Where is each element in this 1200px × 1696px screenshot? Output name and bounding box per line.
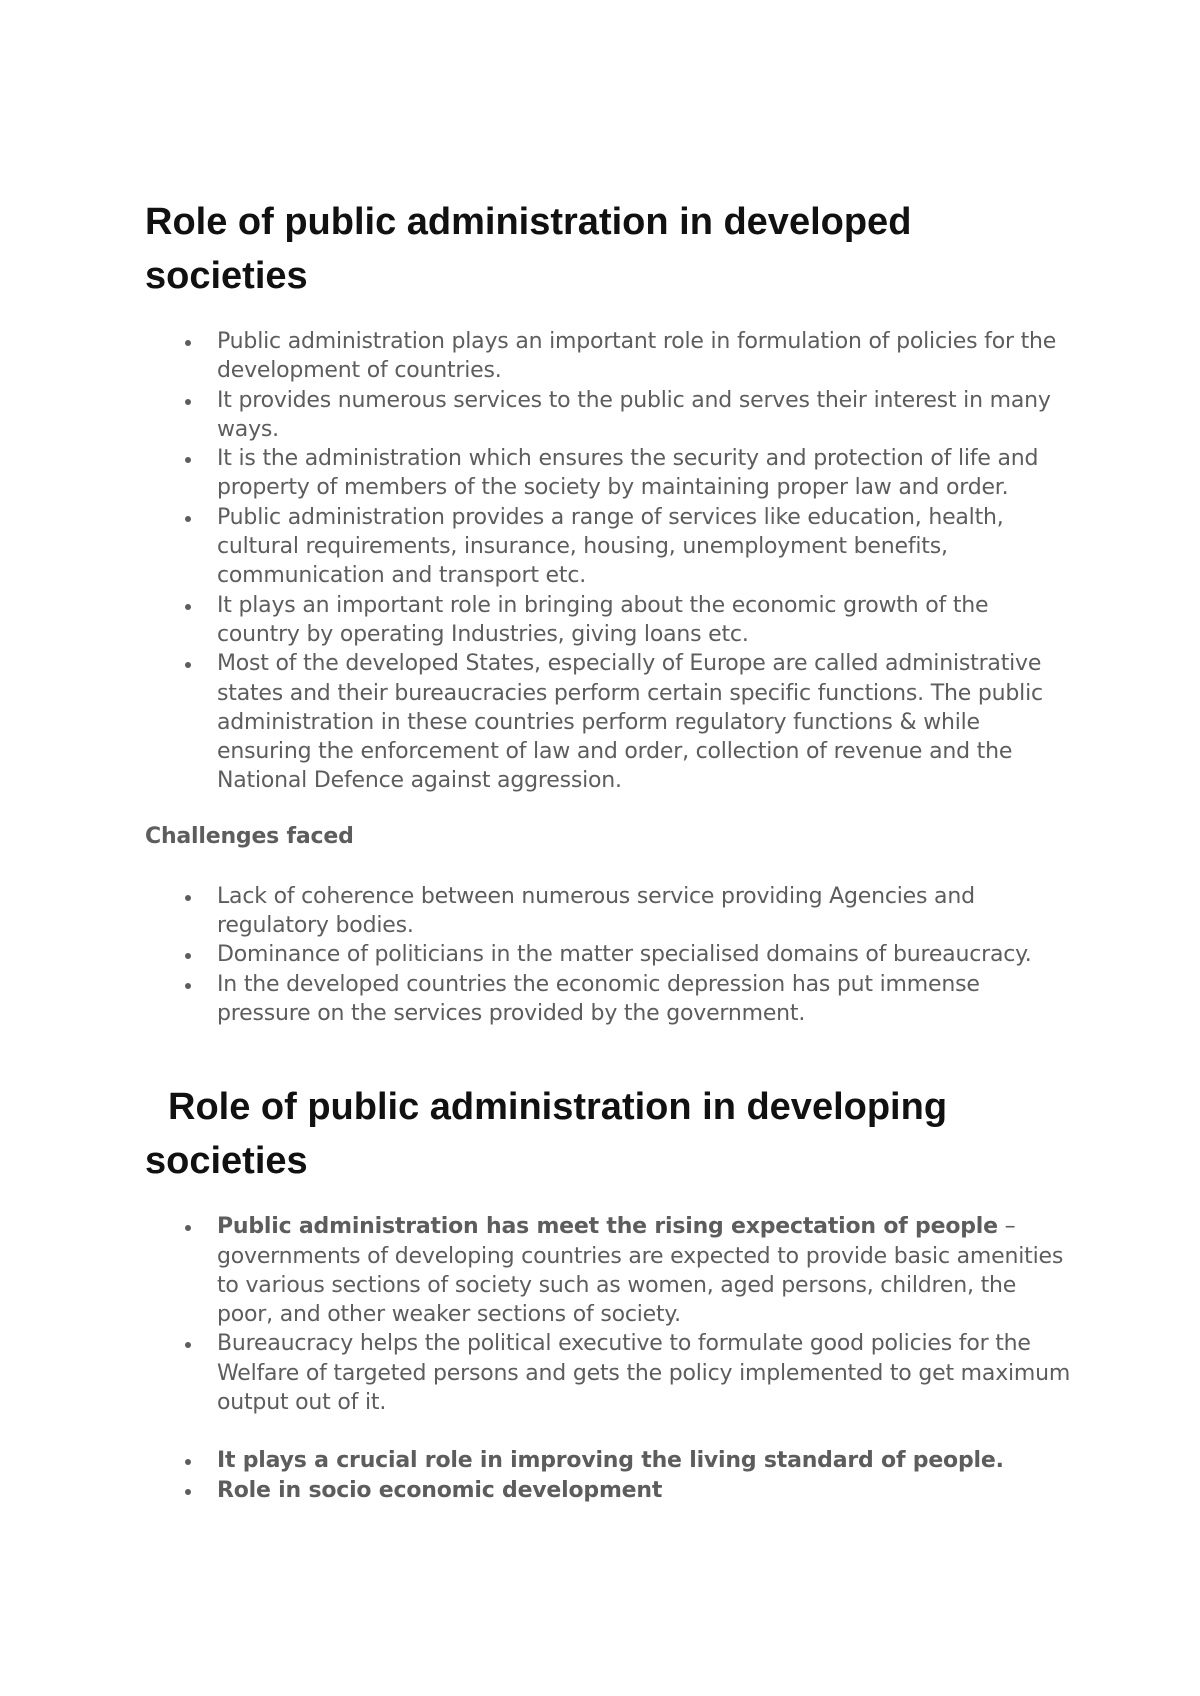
list-item-text: In the developed countries the economic depression has put immense pressure on the services provided by the government. [217, 971, 980, 1026]
list-item [145, 1329, 1075, 1417]
developing-role-list [145, 1212, 1075, 1505]
list-item-text: Bureaucracy helps the political executive to formulate good policies for the Welfare of targeted persons and gets the policy implemented to get maximum output out of it. [217, 1331, 1071, 1416]
bullet-icon [185, 662, 191, 668]
list-item-text: – governments of developing countries are expected to provide basic amenities to various sections of society such as women, aged persons, children, the poor, and other weaker sections of society. [217, 1214, 1064, 1328]
bullet-icon [185, 895, 191, 901]
list-item-text: It is the administration which ensures the security and protection of life and property of members of the society by maintaining proper law and order. [217, 446, 1039, 501]
bullet-icon [185, 399, 191, 405]
list-item [145, 591, 1075, 650]
list-item [145, 1446, 1075, 1475]
list-item-bold-text: Public administration has meet the rising expectation of people [217, 1214, 998, 1240]
bullet-icon [185, 516, 191, 522]
list-item [145, 940, 1075, 969]
bullet-icon [185, 983, 191, 989]
document-body [145, 195, 1075, 1505]
bullet-icon [185, 1225, 191, 1231]
bullet-icon [185, 953, 191, 959]
list-item-text: It plays an important role in bringing about the economic growth of the country by operating Industries, giving loans etc. [217, 592, 989, 647]
section-heading-developed: Role of public administration in developed societies [145, 201, 912, 297]
list-item [145, 1212, 1075, 1329]
list-item-text: Dominance of politicians in the matter specialised domains of bureaucracy. [217, 942, 1032, 968]
bullet-icon [185, 1489, 191, 1495]
list-item-text: Public administration plays an important role in formulation of policies for the development of countries. [217, 329, 1057, 384]
list-item [145, 444, 1075, 503]
bullet-icon [185, 604, 191, 610]
list-item-text: Most of the developed States, especially of Europe are called administrative states and their bureaucracies perform certain specific functions. The public administration in these countries perform regulatory functions & while ensuring the enforcement of law and order, collection of revenue and the National Defence against aggression. [217, 651, 1043, 794]
challenges-list [145, 882, 1075, 1028]
list-item [145, 649, 1075, 795]
list-item-text: Lack of coherence between numerous service providing Agencies and regulatory bodies. [217, 883, 975, 939]
list-item [145, 882, 1075, 941]
list-item [145, 327, 1075, 386]
bullet-icon [185, 1459, 191, 1465]
bullet-icon [185, 1342, 191, 1348]
list-item [145, 1476, 1075, 1505]
list-item-text: It provides numerous services to the public and serves their interest in many ways. [217, 387, 1051, 442]
list-item [145, 970, 1075, 1029]
developed-role-list [145, 327, 1075, 796]
list-item-bold-text: It plays a crucial role in improving the living standard of people. [217, 1448, 1004, 1474]
list-item-bold-text: Role in socio economic development [217, 1477, 663, 1503]
list-item [145, 386, 1075, 445]
list-item [145, 503, 1075, 591]
bullet-icon [185, 340, 191, 346]
section-heading-developing: Role of public administration in developing societies [145, 1086, 948, 1183]
list-item-text: Public administration provides a range of services like education, health, cultural requirements, insurance, housing, unemployment benefits, communication and transport etc. [217, 504, 1004, 589]
challenges-heading: Challenges faced [145, 823, 354, 849]
bullet-icon [185, 457, 191, 463]
